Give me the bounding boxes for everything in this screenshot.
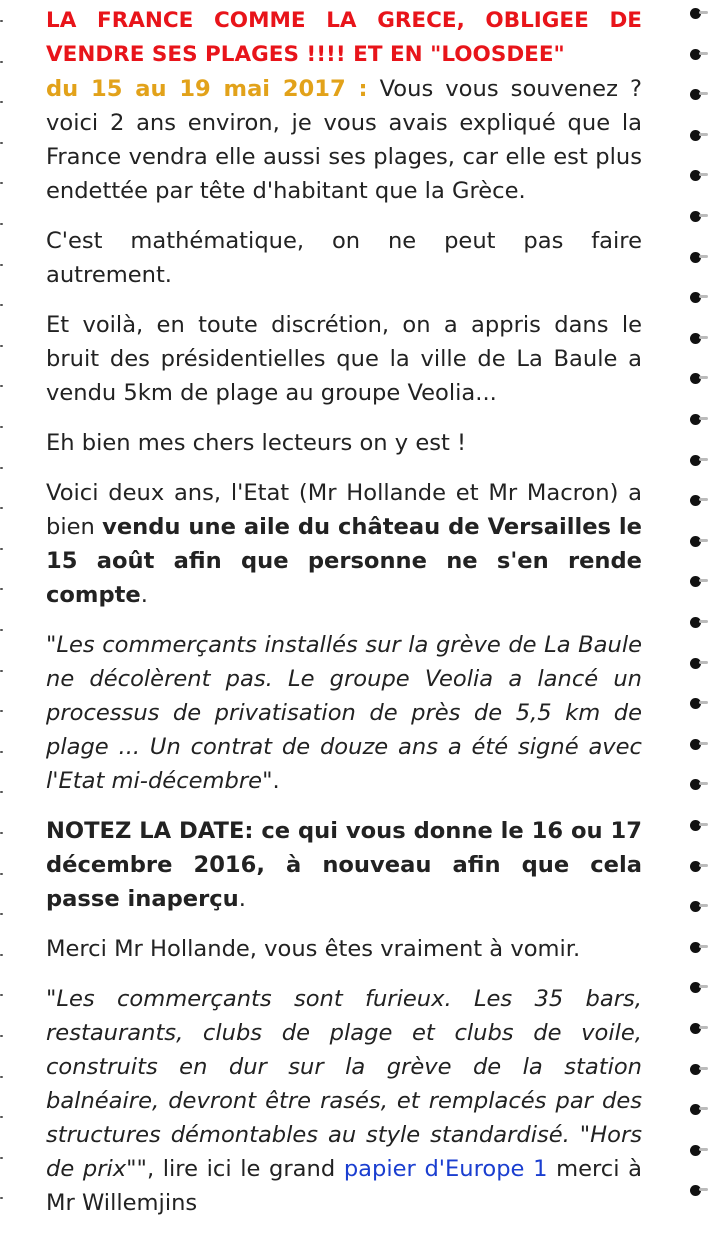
europe1-article-link[interactable]: papier d'Europe 1 [343,1156,548,1182]
paragraph-intro [46,72,642,208]
binding-hole [690,861,701,872]
binding-hole [690,89,701,100]
page-edge-tick [0,791,3,793]
page-edge-tick [0,142,3,144]
binding-hole [690,779,701,790]
page-edge-tick [0,1116,3,1118]
binding-hole [690,495,701,506]
quote2-thanks: merci à Mr Willemjins [46,1156,642,1216]
binding-hole [690,901,701,912]
page-edge-tick [0,345,3,347]
binding-hole [690,130,701,141]
binding-hole [690,536,701,547]
binding-hole [690,698,701,709]
page-edge-tick [0,385,3,387]
page-edge-tick [0,61,3,63]
page-edge-tick [0,1076,3,1078]
binding-hole [690,658,701,669]
binding-hole [690,455,701,466]
page-edge-tick [0,548,3,550]
page-edge-tick [0,588,3,590]
quote2-open-mark: " [46,986,57,1012]
binding-hole [690,211,701,222]
paragraph-readers: Eh bien mes chers lecteurs on y est ! [46,430,467,456]
paragraph-thanks: Merci Mr Hollande, vous êtes vraiment à vomir. [46,936,581,962]
page-edge-tick [0,913,3,915]
quote-open-mark: " [46,632,57,658]
page-edge-tick [0,426,3,428]
page-edge-tick [0,1035,3,1037]
binding-hole [690,1104,701,1115]
binding-hole [690,252,701,263]
page-edge-tick [0,710,3,712]
binding-hole [690,292,701,303]
page-edge-tick [0,629,3,631]
versailles-bold: vendu une aile du château de Versailles le 15 août afin que personne ne s'en rende compte [46,514,642,608]
page-edge-tick [0,507,3,509]
quote-close-mark: ". [262,768,280,794]
binding-hole [690,1064,701,1075]
paragraph-intro-text: Vous vous souvenez ? voici 2 ans environ, je vous avais expliqué que la France vendra elle aussi ses plages, car elle est plus endettée par tête d'habitant que la Grèce. [46,76,643,204]
quote-veolia-text: Les commerçants installés sur la grève de La Baule ne décolèrent pas. Le groupe Veolia a lancé un processus de privatisation de près de 5,5 km de plage ... Un contrat de douze ans a été signé avec l'Etat mi-décembre [46,632,642,794]
spiral-binding [683,0,723,1200]
page-edge-tick [0,994,3,996]
quote2-close-text: ", lire ici le grand [136,1156,344,1182]
paragraph-date-note [46,814,642,916]
page-edge-tick [0,1157,3,1159]
page-edge-tick [0,182,3,184]
binding-hole [690,739,701,750]
binding-hole [690,1185,701,1196]
quote-veolia [46,628,642,798]
page-edge-tick [0,1197,3,1199]
binding-hole [690,1023,701,1034]
quote-merchants-text: Les commerçants sont furieux. Les 35 bars, restaurants, clubs de plage et clubs de voile, construits en dur sur la grève de la station balnéaire, devront être rasés, et remplacés par des structures démontables au style standardisé. "Hors de prix" [46,986,642,1182]
page-edge-tick [0,832,3,834]
binding-hole [690,576,701,587]
binding-hole [690,820,701,831]
binding-hole [690,333,701,344]
binding-hole [690,373,701,384]
paragraph-versailles [46,476,642,612]
versailles-end: . [140,582,148,608]
article-title: LA FRANCE COMME LA GRECE, OBLIGEE DE VENDRE SES PLAGES !!!! ET EN "LOOSDEE" [46,8,642,67]
binding-hole [690,49,701,60]
article [46,0,642,1236]
date-note-bold: NOTEZ LA DATE: ce qui vous donne le 16 ou 17 décembre 2016, à nouveau afin que cela passe inaperçu [46,818,642,912]
page-edge-tick [0,954,3,956]
page-edge-tick [0,223,3,225]
date-note-end: . [238,886,246,912]
page-left-edge [0,0,6,1200]
page-edge-tick [0,20,3,22]
article-date: du 15 au 19 mai 2017 : [46,76,368,102]
page-edge-tick [0,264,3,266]
page-edge-tick [0,467,3,469]
paragraph-math: C'est mathématique, on ne peut pas faire autrement. [46,228,642,288]
page-edge-tick [0,873,3,875]
quote-merchants [46,982,642,1220]
paragraph-la-baule: Et voilà, en toute discrétion, on a appris dans le bruit des présidentielles que la ville de La Baule a vendu 5km de plage au groupe Veolia... [46,312,642,406]
binding-hole [690,617,701,628]
binding-hole [690,414,701,425]
binding-hole [690,8,701,19]
page-edge-tick [0,304,3,306]
versailles-intro: Voici deux ans, l'Etat (Mr Hollande et Mr Macron) a bien [46,480,642,540]
page-edge-tick [0,751,3,753]
binding-hole [690,942,701,953]
binding-hole [690,982,701,993]
binding-hole [690,1145,701,1156]
binding-hole [690,170,701,181]
page-edge-tick [0,670,3,672]
page-edge-tick [0,101,3,103]
